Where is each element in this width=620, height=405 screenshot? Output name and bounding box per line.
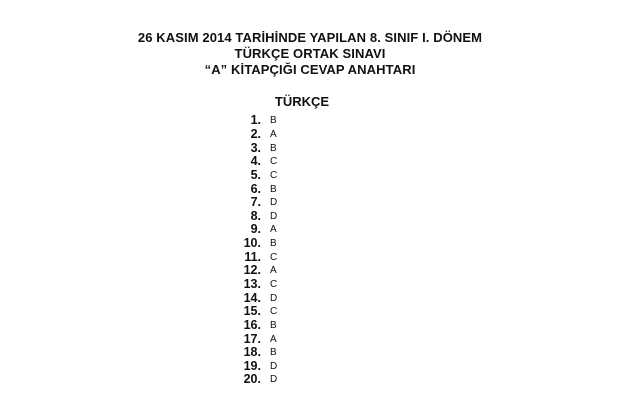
answer-letter: B — [270, 319, 277, 331]
answer-letter: A — [270, 333, 277, 345]
answer-letter: D — [270, 210, 278, 222]
answer-letter: B — [270, 142, 277, 154]
answer-letter: B — [270, 238, 277, 250]
question-number: 2. — [250, 126, 261, 141]
question-number: 19. — [243, 358, 261, 373]
answer-row — [230, 155, 350, 169]
question-number: 1. — [250, 113, 261, 128]
header-title-line-3: “A” KİTAPÇIĞI CEVAP ANAHTARI — [204, 62, 416, 77]
answer-row — [230, 141, 350, 155]
answer-letter: C — [270, 251, 278, 263]
answer-letter: C — [270, 306, 278, 318]
question-number: 3. — [250, 140, 261, 155]
question-number: 20. — [243, 372, 261, 387]
question-number: 15. — [243, 304, 261, 319]
answer-row — [230, 237, 350, 251]
answer-letter: B — [270, 347, 277, 359]
question-number: 13. — [243, 277, 261, 291]
answer-letter: A — [270, 128, 277, 140]
question-number: 14. — [243, 290, 261, 305]
question-number: 7. — [250, 195, 261, 210]
question-number: 16. — [243, 317, 261, 332]
answer-letter: D — [270, 197, 278, 209]
question-number: 10. — [243, 236, 261, 251]
answer-row — [230, 114, 350, 128]
question-number: 8. — [250, 208, 261, 223]
answer-letter: D — [270, 292, 278, 304]
answer-row — [230, 360, 350, 374]
answer-letter: A — [270, 224, 277, 236]
answer-row — [230, 264, 350, 278]
answer-row — [230, 250, 350, 264]
answer-row — [230, 182, 350, 196]
answer-row — [230, 223, 350, 237]
answer-letter: D — [270, 360, 278, 372]
question-number: 12. — [243, 263, 261, 278]
answer-row — [230, 373, 350, 387]
question-number: 17. — [243, 331, 261, 346]
answer-letter: B — [270, 115, 277, 127]
header-title-line-2: TÜRKÇE ORTAK SINAVI — [234, 46, 386, 61]
answer-letter: C — [270, 169, 278, 181]
question-number: 18. — [243, 345, 261, 360]
document-header — [0, 30, 620, 78]
question-number: 9. — [250, 222, 261, 237]
answer-row — [230, 346, 350, 360]
answer-row — [230, 291, 350, 305]
answer-row — [230, 169, 350, 183]
answer-key-list — [230, 114, 350, 387]
answer-row — [230, 128, 350, 142]
section-title: TÜRKÇE — [274, 94, 330, 109]
answer-row — [230, 305, 350, 319]
answer-row — [230, 332, 350, 346]
question-number: 4. — [250, 154, 261, 169]
answer-row — [230, 278, 350, 292]
answer-row — [230, 209, 350, 223]
answer-letter: B — [270, 183, 277, 195]
question-number: 6. — [250, 181, 261, 196]
answer-letter: D — [270, 374, 278, 386]
answer-letter: A — [270, 265, 277, 277]
answer-row — [230, 319, 350, 333]
answer-row — [230, 196, 350, 210]
question-number: 5. — [250, 167, 261, 182]
header-title-line-1: 26 KASIM 2014 TARİHİNDE YAPILAN 8. SINIF I. DÖNEM — [137, 30, 483, 45]
answer-letter: C — [270, 156, 278, 168]
answer-letter: C — [270, 279, 278, 290]
question-number: 11. — [244, 249, 261, 264]
